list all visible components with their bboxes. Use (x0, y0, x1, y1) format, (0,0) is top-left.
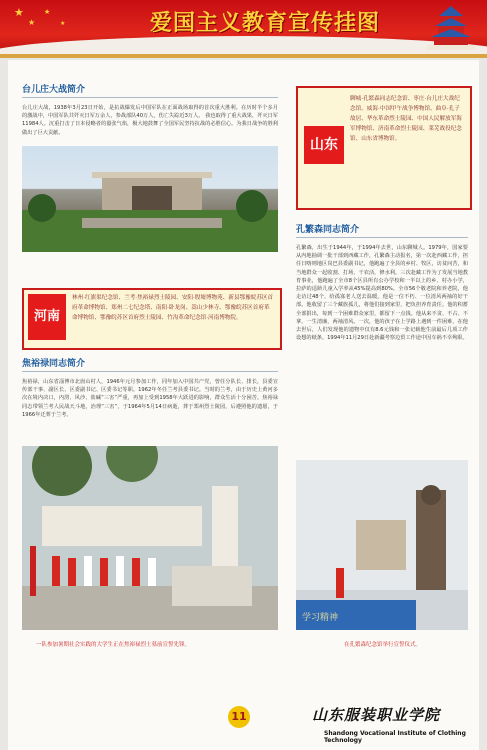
section-heading: 孔繁森同志简介 (296, 222, 468, 238)
section-text: 台儿庄大战，1938年3月23日开始，是抗战爆发后中国军队在正面战场取得的首次重大胜利。在历时半个多月的激战中，中国军队共歼灭日军万余人，参战部队40万人，伤亡失踪近3万人。 我也取得了重大战果，歼灭日军11984人。沉重打击了日本侵略者的嚣张气焰，极大地鼓舞了全国军民坚持抗战的必胜信心。为我日战争的胜利做出了巨大贡献。 (22, 105, 278, 136)
section-heading: 焦裕禄同志简介 (22, 356, 278, 372)
henan-stamp: 河南 (28, 294, 66, 340)
henan-info-box (22, 288, 282, 350)
header-banner (0, 0, 487, 58)
shandong-sites-text: 聊城·孔繁森同志纪念馆、枣庄·台儿庄大战纪念馆、威海·中国甲午战争博物馆、曲阜·孔子故居、华东革命烈士陵园、中国人民解放军海军博物馆、济南革命烈士陵园、莱芜战役纪念馆、山东省博物馆。 (350, 96, 462, 142)
jiaoyulu-tomb-photo (22, 446, 278, 630)
star-icon: ★ (44, 8, 51, 16)
henan-sites-text: 林州·红旗渠纪念馆、兰考·焦裕禄烈士陵园、安阳·殷墟博物苑、新县鄂豫皖苏区首府革命博物馆、郑州二七纪念塔、南阳·卧龙岗、嵩山少林寺、鄂豫皖苏区首府革命博物馆、鄂豫皖苏区首府烈士陵园、竹沟革命纪念馆·河南博物院。 (72, 295, 274, 321)
school-logo: 山东服装职业学院 (312, 706, 441, 724)
jiaoyulu-section (22, 356, 278, 419)
memorial-hall-illustration (22, 146, 278, 252)
school-logo-english: Shandong Vocational Institute of Clothing Technology (324, 730, 466, 744)
students-at-tomb-illustration (22, 446, 278, 630)
kongfansen-section (296, 222, 468, 342)
oath-ceremony-illustration (296, 460, 468, 630)
temple-of-heaven-icon (421, 4, 481, 52)
banner-gold-line (0, 54, 487, 58)
section-heading: 台儿庄大战简介 (22, 82, 278, 98)
shandong-info-box (296, 86, 472, 210)
section-text: 孔繁森，出生于1944年，于1994年去世，山东聊城人。1979年，国家要从内地抽调一批干部到西藏工作，孔繁森主动报名，第一次赴西藏工作，担任日喀则地区岗巴县委副书记，他跑遍了全县的乡村、牧区，访贫问苦，和当地群众一起收割、打场，干农活，修水利。三次赴藏工作为了发展当地教育事业，他跑遍了全市8个区县所有公办学校和一半以上的乡、村办小学，拉萨的适龄儿童入学率从45%提高到80%。全市56个敬老院和养老院，他走访过48个，给孤寡老人送去温暖。他是一位不朽、一位清风两袖的好干部。他收留了三个藏族孤儿，将他们接到家里，把负担养育责任。他的积蓄全部捐出，每到一个困难群众家里，都留下一点钱。他从来不贪、不占、不拿，一生清廉，两袖清风。一次，他的孩子在上学路上遇到一件困难，在他去世后，人们发现他的遗物中仅有8.6元钱和一张记载他生前最后几项工作设想的纸条。1994年11月29日赴新疆考察边贸工作途中因车祸不幸殉职。 (296, 245, 468, 342)
svg-text:学习精神: 学习精神 (302, 613, 339, 623)
star-icon: ★ (60, 20, 66, 27)
kongfansen-memorial-photo (296, 460, 468, 630)
page-number: 11 (228, 706, 250, 728)
star-icon: ★ (14, 6, 24, 19)
shandong-stamp: 山东 (304, 126, 344, 164)
left-photo-caption: 一队参加暑期社会实践的大学生正在焦裕禄烈士墓前宣誓先锋。 (36, 642, 191, 648)
taierzhuang-section (22, 82, 278, 137)
taierzhuang-memorial-photo (22, 146, 278, 252)
section-text: 焦裕禄，山东省淄博市北崮山村人，1946年元月参加工作，同年加入中国共产党，曾任分队长、排长，县委宣传部干事、副区长、区委副书记、区委书记等职。1962年冬任兰考县委书记。当时的兰考，由于历史上黄河多次在境内决口，内涝、风沙、盐碱“三害”严重，再加上受到1958年大跃进的影响，群众生活十分困苦。焦裕禄同志带领兰考人民战天斗地，治理“三害”，于1964年5月14日病逝，葬于郑州烈士陵园，后遵照他的遗愿，于1966年迁葬于兰考。 (22, 379, 278, 418)
star-icon: ★ (28, 18, 36, 27)
poster-page (8, 60, 479, 750)
page-title: 爱国主义教育宣传挂图 (150, 10, 381, 36)
right-photo-caption: 在孔繁森纪念馆举行宣誓仪式。 (344, 642, 422, 648)
